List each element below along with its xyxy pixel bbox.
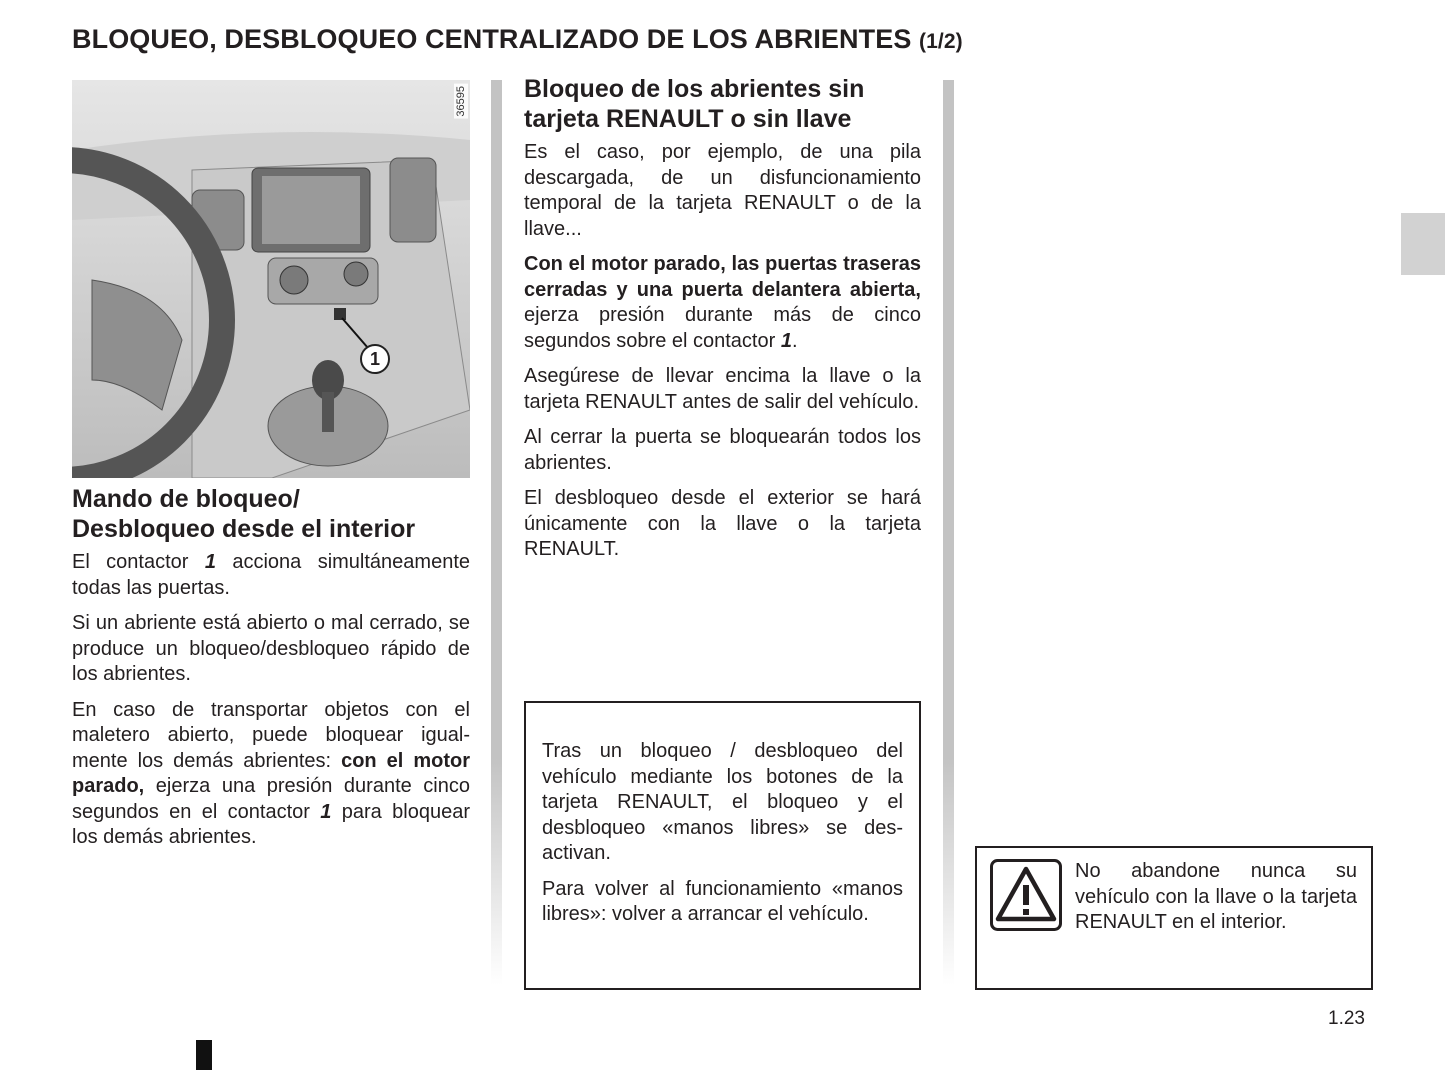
switch-reference: 1 [780,329,792,352]
paragraph: Al cerrar la puerta se bloquearán todos los abrientes. [524,426,921,474]
paragraph [72,550,470,601]
figure-reference-number: 36595 [455,86,467,117]
page-title [72,24,963,55]
heading-line-2: Desbloqueo desde el interior [72,515,416,543]
heading-line-1: Mando de bloqueo/ [72,485,300,513]
section-heading-interior-lock [72,484,470,544]
switch-reference: 1 [320,800,332,823]
paragraph [524,252,921,354]
warning-text: No abandone nunca su vehículo con la llave o la tarjeta RENAULT en el interior. [1075,860,1357,933]
text-run: . [791,329,798,352]
figure-callout-label: 1 [360,344,390,374]
text-run: ejerza presión durante más de cinco segundos sobre el contactor [524,304,921,352]
info-paragraph: Tras un bloqueo / desbloqueo del vehículo mediante los botones de la tarjeta RENAULT, el bloqueo y el desbloqueo «manos libres» se desactivan. [542,740,903,864]
paragraph: Asegúrese de llevar encima la llave o la tarjeta RENAULT antes de salir del vehículo. [524,365,921,413]
paragraph [72,698,470,851]
print-mark [196,1040,212,1070]
bold-text: Con el motor parado, las puertas traseras cerradas y una puerta delantera abierta, [524,253,921,301]
paragraph: Es el caso, por ejemplo, de una pila descargada, de un disfuncionamiento temporal de la tarjeta RENAULT o de la llave... [524,141,921,240]
page-number: 1.23 [1328,1008,1365,1029]
column-separator [491,80,502,985]
info-box [524,701,921,990]
text-run: El contactor [72,551,205,573]
middle-column [524,74,921,573]
dashboard-illustration [72,80,470,478]
bold-text: con el motor parado, [72,749,470,797]
info-paragraph: Para volver al funcionamiento «manos libres»: volver a arrancar el vehículo. [542,877,903,925]
text-run: acciona simultáneamente todas las puertas. [72,551,470,599]
left-column [72,484,470,861]
text-run: ejerza una presión durante cinco segundos en el contactor [72,775,470,823]
switch-reference: 1 [204,551,216,573]
section-heading-lock-without-card: Bloqueo de los abrientes sin tarjeta RENAULT o sin llave [524,75,865,133]
page-title-main: BLOQUEO, DESBLOQUEO CENTRALIZADO DE LOS ABRIENTES [72,24,912,54]
column-separator [943,80,954,985]
text-run: para bloquear los demás abrientes. [72,800,471,848]
text-run: En caso de transportar objetos con el maletero abierto, puede bloquear igualmente los demás abrientes: [72,698,470,772]
warning-triangle-icon [990,859,1062,931]
dashboard-photo [72,80,470,478]
chapter-tab [1401,213,1445,275]
warning-box [975,846,1373,990]
page-title-part: (1/2) [919,30,963,53]
paragraph: Si un abriente está abierto o mal cerrado, se produce un bloqueo/desbloqueo rápido de los abrientes. [72,612,470,685]
paragraph: El desbloqueo desde el exterior se hará únicamente con la llave o la tarjeta RENAULT. [524,487,921,560]
